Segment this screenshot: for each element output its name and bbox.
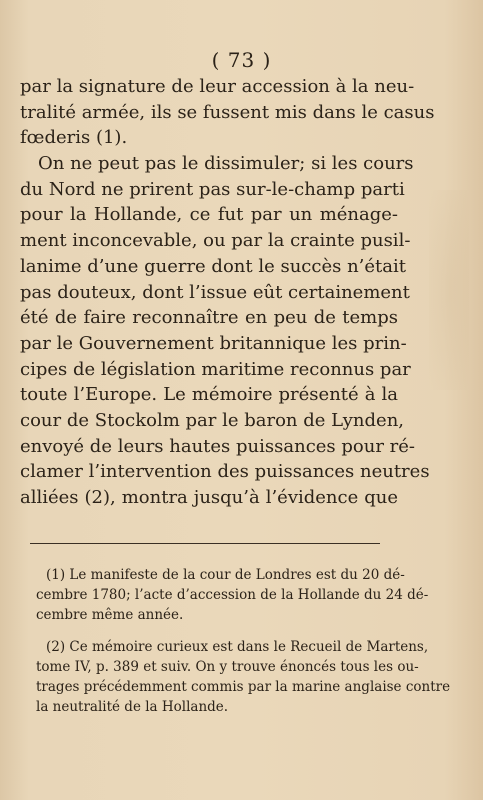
text-line: pour la Hollande, ce fut par un ménage- [20,204,398,226]
footnote-line: (1) Le manifeste de la cour de Londres est du 20 dé- [46,567,405,583]
text-line: fœderis (1). [20,127,128,149]
footnote-line: cembre même année. [36,607,184,623]
text-line: toute l’Europe. Le mémoire présenté à la [20,384,398,406]
text-line: clamer l’intervention des puissances neutres [20,461,430,483]
body-text [20,74,435,511]
text-line: été de faire reconnaître en peu de temps [20,307,398,329]
text-line: cipes de législation maritime reconnus par [20,358,411,380]
footnote-line: trages précédemment commis par la marine anglaise contre [36,679,451,695]
footnote-line: tome IV, p. 389 et suiv. On y trouve énoncés tous les ou- [36,659,419,675]
text-line: du Nord ne prirent pas sur-le-champ parti [20,178,405,200]
footnote-1 [36,565,429,625]
text-line: par la signature de leur accession à la neu- [20,76,415,97]
text-line: ment inconcevable, ou par la crainte pusil- [20,230,411,252]
text-line: alliées (2), montra jusqu’à l’évidence que [20,487,398,508]
footnote-line: cembre 1780; l’acte d’accession de la Hollande du 24 dé- [36,587,429,603]
footnote-line: la neutralité de la Hollande. [36,699,229,715]
text-line: lanime d’une guerre dont le succès n’était [20,255,406,277]
text-line: envoyé de leurs hautes puissances pour ré- [20,435,415,457]
footnote-line: (2) Ce mémoire curieux est dans le Recueil de Martens, [46,639,429,655]
text-line: cour de Stockolm par le baron de Lynden, [20,409,405,431]
footnote-2 [36,637,451,717]
text-line: tralité armée, ils se fussent mis dans le casus [20,101,435,123]
text-line: par le Gouvernement britannique les prin- [20,332,407,354]
text-line: On ne peut pas le dissimuler; si les cours [38,153,414,175]
footnotes [36,565,451,717]
paper-stain [429,190,469,390]
page-number: ( 73 ) [211,48,272,72]
text-line: pas douteux, dont l’issue eût certainement [20,281,410,303]
footnote-divider [30,543,380,544]
